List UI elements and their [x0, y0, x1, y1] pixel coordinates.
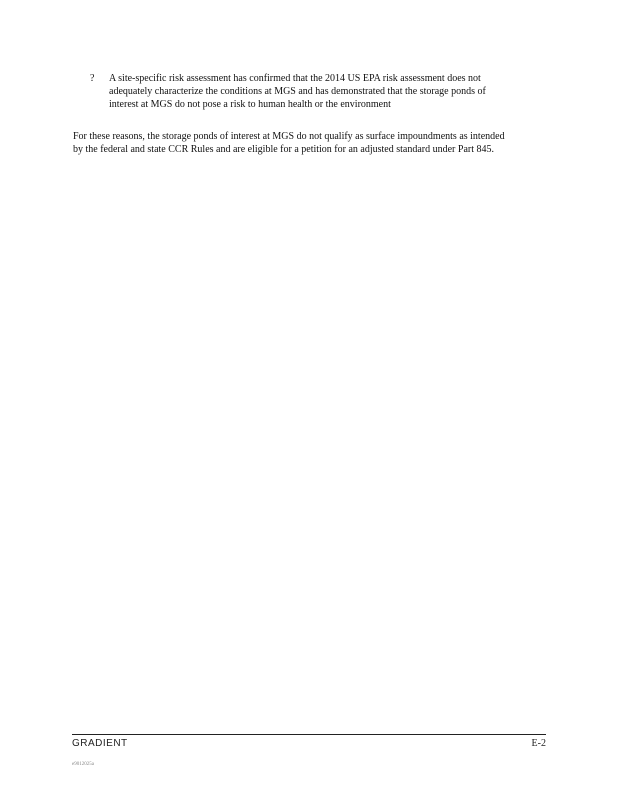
- bullet-marker: ?: [90, 73, 95, 84]
- document-code: e9012025a: [72, 762, 94, 767]
- bullet-line: A site-specific risk assessment has confirmed that the 2014 US EPA risk assessment does not: [109, 73, 481, 84]
- bullet-text: [109, 72, 554, 111]
- body-paragraph: [73, 130, 593, 156]
- paragraph-line: For these reasons, the storage ponds of interest at MGS do not qualify as surface impoundments as intended: [73, 131, 505, 142]
- bullet-line: interest at MGS do not pose a risk to human health or the environment: [109, 99, 391, 110]
- paragraph-line: by the federal and state CCR Rules and are eligible for a petition for an adjusted standard under Part 845.: [73, 144, 494, 155]
- footer-divider: [72, 734, 546, 735]
- bullet-line: adequately characterize the conditions at MGS and has demonstrated that the storage ponds of: [109, 86, 486, 97]
- page-number: E-2: [531, 738, 546, 749]
- footer-logo: GRADIENT: [72, 738, 128, 749]
